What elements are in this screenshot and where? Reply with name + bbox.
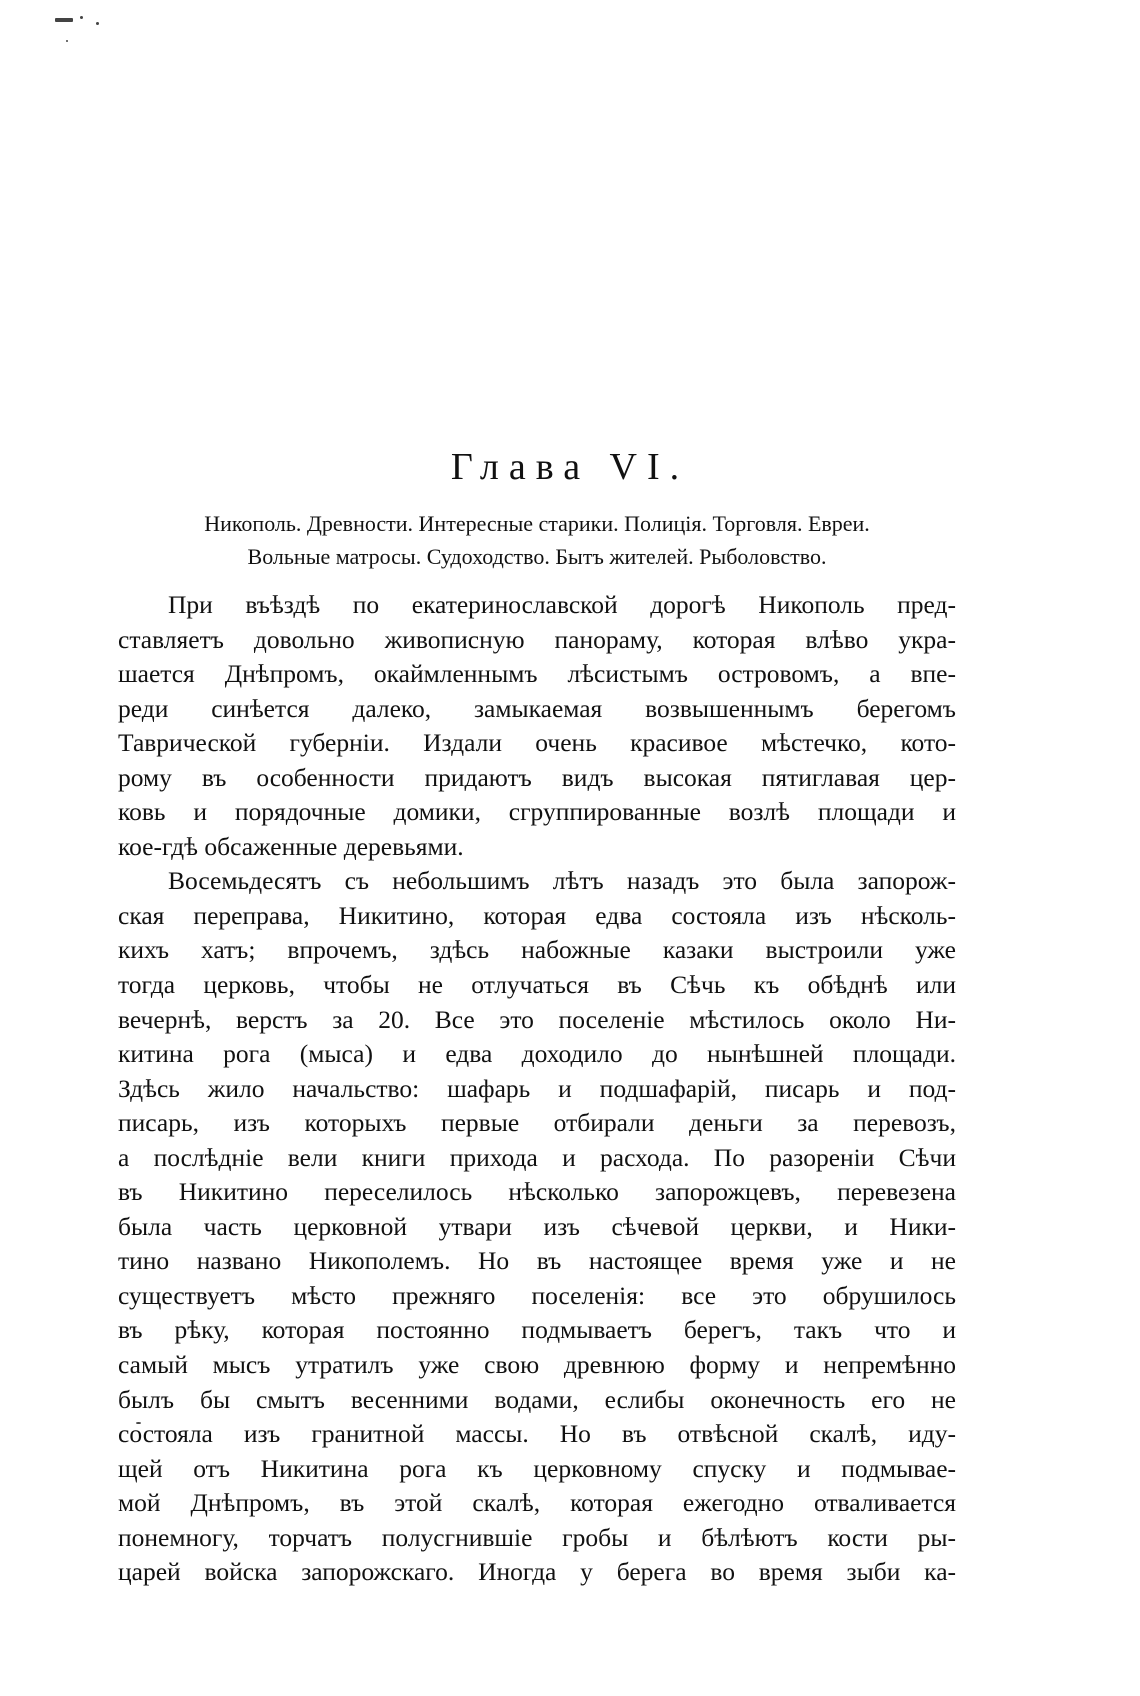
- text-line: ская переправа, Никитино, которая едва состояла изъ нѣсколь-: [118, 900, 956, 930]
- text-line: щей отъ Никитина рога къ церковному спуску и подмывае-: [118, 1453, 956, 1483]
- text-line: реди синѣется далеко, замыкаемая возвышеннымъ берегомъ: [118, 693, 956, 723]
- text-line: существуетъ мѣсто прежняго поселенія: все это обрушилось: [118, 1280, 956, 1310]
- summary-line: Вольные матросы. Судоходство. Бытъ жителей. Рыболовство.: [247, 544, 827, 569]
- paragraph-2: [118, 864, 956, 1589]
- text-line: царей войска запорожскаго. Иногда у берега во время зыби ка-: [118, 1557, 956, 1587]
- text-line: былъ бы смытъ весенними водами, еслибы оконечность его не: [118, 1384, 956, 1414]
- text-line: была часть церковной утвари изъ сѣчевой церкви, и Ники-: [118, 1211, 956, 1241]
- paragraph-1: [118, 588, 956, 864]
- summary-line: Никополь. Древности. Интересные старики. Полиція. Торговля. Евреи.: [204, 511, 870, 536]
- text-line: рому въ особенности придаютъ видъ высокая пятиглавая цер-: [118, 762, 956, 792]
- text-line: китина рога (мыса) и едва доходило до нынѣшней площади.: [118, 1039, 956, 1069]
- scan-speck: [80, 16, 83, 19]
- text-line: шается Днѣпромъ, окаймленнымъ лѣсистымъ островомъ, а впе-: [118, 659, 956, 689]
- scan-speck: [66, 40, 68, 42]
- body-text: [118, 588, 956, 1590]
- text-line: При въѣздѣ по екатеринославской дорогѣ Никополь пред-: [168, 590, 956, 619]
- text-line: Восемьдесятъ съ небольшимъ лѣтъ назадъ это была запорож-: [168, 866, 956, 896]
- chapter-summary: [118, 507, 956, 573]
- text-line: мой Днѣпромъ, въ этой скалѣ, которая ежегодно отваливается: [118, 1488, 956, 1518]
- text-line: понемногу, торчатъ полусгнившіе гробы и бѣлѣютъ кости ры-: [118, 1522, 956, 1552]
- text-line: а послѣдніе вели книги прихода и расхода. По разореніи Сѣчи: [118, 1142, 956, 1172]
- text-line: самый мысъ утратилъ уже свою древнюю форму и непремѣнно: [118, 1350, 956, 1380]
- text-line: Здѣсь жило начальство: шафарь и подшафарій, писарь и под-: [118, 1073, 956, 1103]
- text-line: въ рѣку, которая постоянно подмываетъ берегъ, такъ что и: [118, 1315, 956, 1345]
- chapter-title: Глава VI.: [450, 446, 690, 488]
- text-line: писарь, изъ которыхъ первые отбирали деньги за перевозъ,: [118, 1108, 956, 1138]
- text-line: кое-гдѣ обсаженные деревьями.: [118, 831, 464, 861]
- text-line: ковь и порядочные домики, сгруппированные возлѣ площади и: [118, 797, 956, 827]
- text-line: состояла изъ гранитной массы. Но въ отвѣсной скалѣ, иду-: [118, 1419, 956, 1449]
- text-line: тино названо Никополемъ. Но въ настоящее время уже и не: [118, 1246, 956, 1276]
- text-line: Таврической губерніи. Издали очень красивое мѣстечко, кото-: [118, 728, 956, 758]
- text-line: ставляетъ довольно живописную панораму, которая влѣво укра-: [118, 624, 956, 654]
- text-line: вечернѣ, верстъ за 20. Все это поселеніе мѣстилось около Ни-: [118, 1004, 956, 1034]
- scan-speck: [55, 18, 73, 22]
- scan-speck: [96, 22, 99, 25]
- text-line: въ Никитино переселилось нѣсколько запорожцевъ, перевезена: [118, 1177, 956, 1207]
- text-line: кихъ хатъ; впрочемъ, здѣсь набожные казаки выстроили уже: [118, 935, 956, 965]
- text-line: тогда церковь, чтобы не отлучаться въ Сѣчь къ обѣднѣ или: [118, 970, 956, 1000]
